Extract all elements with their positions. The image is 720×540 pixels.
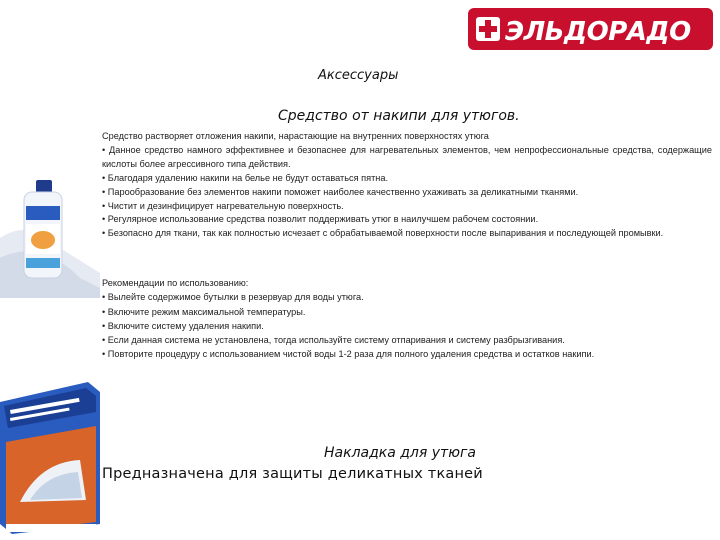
recommendation-line: Рекомендации по использованию: <box>102 278 249 288</box>
recommendation-line: • Включите систему удаления накипи. <box>102 320 264 331</box>
recommendation-line: • Повторите процедуру с использованием чистой воды 1-2 раза для полного удаления средства и остатков накипи. <box>102 349 595 360</box>
descaler-bottle-image <box>0 178 100 298</box>
usage-recommendations <box>102 276 712 362</box>
description-line: • Безопасно для ткани, так как полностью исчезает с обрабатываемой поверхности после выпаривания и последующей промывки. <box>102 228 664 239</box>
recommendation-line: • Включите режим максимальной температуры. <box>102 306 306 317</box>
description-line: • Данное средство намного эффективнее и безопаснее для нагревательных элементов, чем непрофессиональные средства, содержащие кислоты более агрессивного типа действия. <box>102 144 712 169</box>
description-line: Средство растворяет отложения накипи, нарастающие на внутренних поверхностях утюга <box>102 131 489 141</box>
eldorado-logo <box>468 8 713 50</box>
recommendation-line: • Если данная система не установлена, тогда используйте систему отпаривания и систему разбрызгивания. <box>102 335 565 346</box>
iron-pad-description: Предназначена для защиты деликатных тканей <box>102 466 483 482</box>
svg-text:ЭЛЬДОРАДО: ЭЛЬДОРАДО <box>505 17 691 47</box>
iron-pad-box-image <box>0 382 100 534</box>
descaler-description <box>102 130 712 241</box>
section-title: Аксессуары <box>318 68 399 83</box>
description-line: • Чистит и дезинфицирует нагревательную поверхность. <box>102 200 344 211</box>
descaler-title: Средство от накипи для утюгов. <box>278 108 520 124</box>
recommendation-line: • Вылейте содержимое бутылки в резервуар для воды утюга. <box>102 292 364 303</box>
description-line: • Благодаря удалению накипи на белье не будут оставаться пятна. <box>102 172 389 183</box>
description-line: • Парообразование без элементов накипи поможет наиболее качественно ухаживать за деликатными тканями. <box>102 186 579 197</box>
description-line: • Регулярное использование средства позволит поддерживать утюг в наилучшем рабочем состоянии. <box>102 214 539 225</box>
iron-pad-title: Накладка для утюга <box>324 445 476 461</box>
logo-emblem-icon <box>476 17 500 41</box>
